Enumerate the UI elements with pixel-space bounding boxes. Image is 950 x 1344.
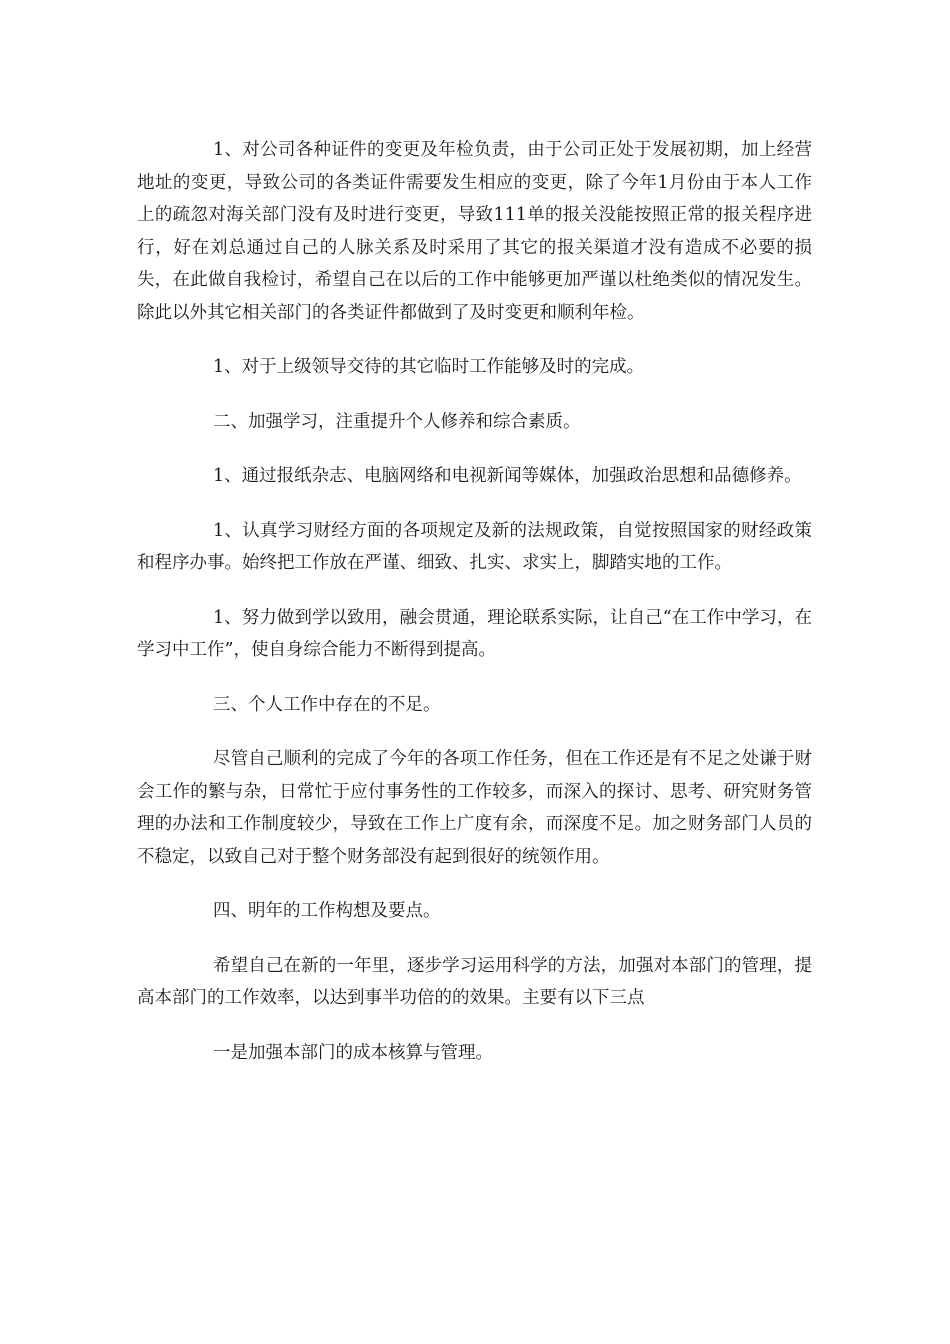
heading-next-year-plan: 四、明年的工作构想及要点。 xyxy=(213,901,441,921)
paragraph-media-study: 1、通过报纸杂志、电脑网络和电视新闻等媒体，加强政治思想和品德修养。 xyxy=(213,466,802,486)
paragraph-finance-regulations: 1、认真学习财经方面的各项规定及新的法规政策，自觉按照国家的财经政策和程序办事。始终把工作放在严谨、细致、扎实、求实上，脚踏实地的工作。 xyxy=(137,520,812,573)
document-body xyxy=(137,134,812,1091)
heading-shortcomings: 三、个人工作中存在的不足。 xyxy=(213,694,441,715)
paragraph-temporary-work: 1、对于上级领导交待的其它临时工作能够及时的完成。 xyxy=(213,357,645,377)
paragraph-point-one: 一是加强本部门的成本核算与管理。 xyxy=(213,1042,493,1063)
paragraph-certificates: 1、对公司各种证件的变更及年检负责，由于公司正处于发展初期，加上经营地址的变更，导致公司的各类证件需要发生相应的变更，除了今年1月份由于本人工作上的疏忽对海关部门没有及时进行变更，导致111单的报关没能按照正常的报关程序进行，好在刘总通过自己的人脉关系及时采用了其它的报关渠道才没有造成不必要的损失，在此做自我检讨，希望自己在以后的工作中能够更加严谨以杜绝类似的情况发生。除此以外其它相关部门的各类证件都做到了及时变更和顺利年检。 xyxy=(137,140,812,323)
heading-study: 二、加强学习，注重提升个人修养和综合素质。 xyxy=(213,411,581,432)
paragraph-next-year-plan: 希望自己在新的一年里，逐步学习运用科学的方法，加强对本部门的管理，提高本部门的工作效率，以达到事半功倍的的效果。主要有以下三点 xyxy=(137,955,812,1008)
paragraph-shortcomings: 尽管自己顺利的完成了今年的各项工作任务，但在工作还是有不足之处谦于财会工作的繁与杂，日常忙于应付事务性的工作较多，而深入的探讨、思考、研究财务管理的办法和工作制度较少，导致在工作上广度有余，而深度不足。加之财务部门人员的不稳定，以致自己对于整个财务部没有起到很好的统领作用。 xyxy=(137,749,812,867)
paragraph-apply-learning: 1、努力做到学以致用，融会贯通，理论联系实际，让自己“在工作中学习，在学习中工作”，使自身综合能力不断得到提高。 xyxy=(137,607,812,660)
